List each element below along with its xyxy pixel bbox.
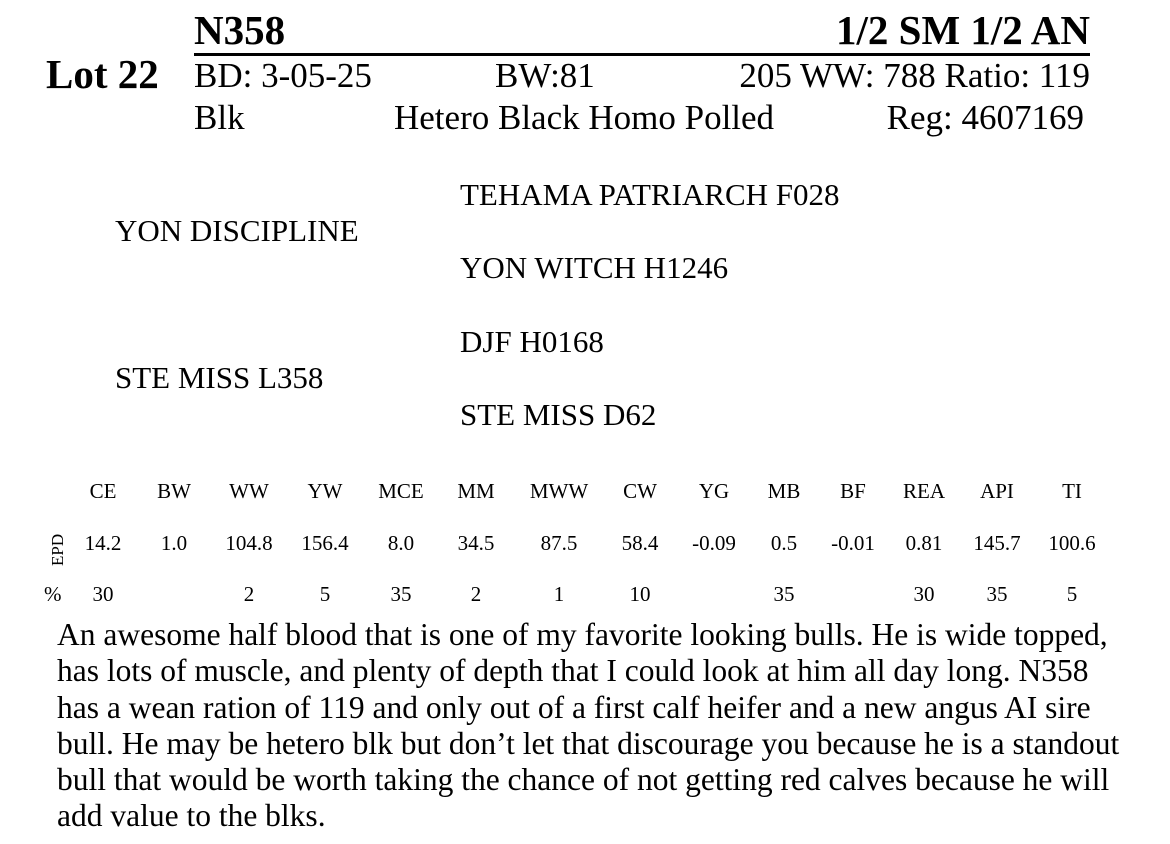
epd-row-label: EPD — [48, 533, 67, 566]
percent-row-label: % — [44, 582, 62, 606]
epd-percentile-rea: 30 — [913, 582, 935, 606]
animal-tag: N358 — [194, 7, 286, 53]
epd-value-mm: 34.5 — [457, 531, 495, 555]
epd-trait-header-rea: REA — [903, 479, 945, 503]
epd-value-mww: 87.5 — [540, 531, 578, 555]
epd-value-bw: 1.0 — [160, 531, 188, 555]
epd-value-ww: 104.8 — [225, 531, 273, 555]
epd-trait-header-bf: BF — [840, 479, 866, 503]
epd-percentile-ti: 5 — [1066, 582, 1078, 606]
epd-value-cw: 58.4 — [621, 531, 659, 555]
epd-value-bf: -0.01 — [831, 531, 875, 555]
epd-percentile-mb: 35 — [773, 582, 795, 606]
epd-trait-header-yw: YW — [307, 479, 343, 503]
epd-trait-header-bw: BW — [157, 479, 191, 503]
epd-trait-header-api: API — [980, 479, 1014, 503]
epd-trait-header-ww: WW — [229, 479, 269, 503]
hide-color: Blk — [194, 98, 245, 137]
epd-trait-header-mm: MM — [457, 479, 495, 503]
genetic-status: Hetero Black Homo Polled — [394, 98, 775, 137]
epd-percentile-mww: 1 — [553, 582, 565, 606]
lot-number: Lot 22 — [46, 51, 159, 97]
pedigree-dam: STE MISS L358 — [115, 360, 324, 395]
epd-trait-header-ti: TI — [1062, 479, 1082, 503]
bull-description: An awesome half blood that is one of my favorite looking bulls. He is wide topped, has lots of muscle, and plenty of depth that I could look at him all day long. N358 has a wean ration of 119 and only out of a first calf heifer and a new angus AI sire bull. He may be hetero blk but don’t let that discourage you because he is a standout bull that would be worth taking the chance of not getting red calves because he will add value to the blks. — [57, 617, 1120, 834]
birth-date: BD: 3-05-25 — [194, 56, 372, 95]
epd-value-yg: -0.09 — [692, 531, 736, 555]
epd-percentile-mm: 2 — [470, 582, 482, 606]
pedigree-sire: YON DISCIPLINE — [115, 213, 359, 248]
pedigree-dam-sire: DJF H0168 — [460, 324, 604, 359]
epd-value-rea: 0.81 — [905, 531, 943, 555]
registration-number: Reg: 4607169 — [886, 98, 1084, 137]
breed-composition: 1/2 SM 1/2 AN — [836, 7, 1090, 53]
epd-value-mb: 0.5 — [770, 531, 798, 555]
weaning-weight: 205 WW: 788 Ratio: 119 — [739, 56, 1090, 95]
epd-trait-header-mce: MCE — [378, 479, 424, 503]
epd-trait-header-mww: MWW — [529, 479, 589, 503]
epd-value-ce: 14.2 — [84, 531, 122, 555]
epd-value-mce: 8.0 — [387, 531, 415, 555]
birth-weight: BW:81 — [495, 56, 595, 95]
epd-percentile-ww: 2 — [243, 582, 255, 606]
epd-trait-header-ce: CE — [89, 479, 117, 503]
epd-percentile-mce: 35 — [390, 582, 412, 606]
epd-value-api: 145.7 — [973, 531, 1021, 555]
epd-percentile-api: 35 — [986, 582, 1008, 606]
pedigree-sire-dam: YON WITCH H1246 — [460, 250, 729, 285]
epd-value-yw: 156.4 — [301, 531, 349, 555]
epd-percentile-cw: 10 — [629, 582, 651, 606]
epd-value-ti: 100.6 — [1048, 531, 1096, 555]
epd-percentile-yw: 5 — [319, 582, 331, 606]
epd-percentile-ce: 30 — [92, 582, 114, 606]
epd-trait-header-yg: YG — [698, 479, 730, 503]
pedigree-sire-sire: TEHAMA PATRIARCH F028 — [460, 177, 840, 212]
epd-trait-header-cw: CW — [623, 479, 657, 503]
pedigree-dam-dam: STE MISS D62 — [460, 397, 657, 432]
epd-trait-header-mb: MB — [767, 479, 801, 503]
